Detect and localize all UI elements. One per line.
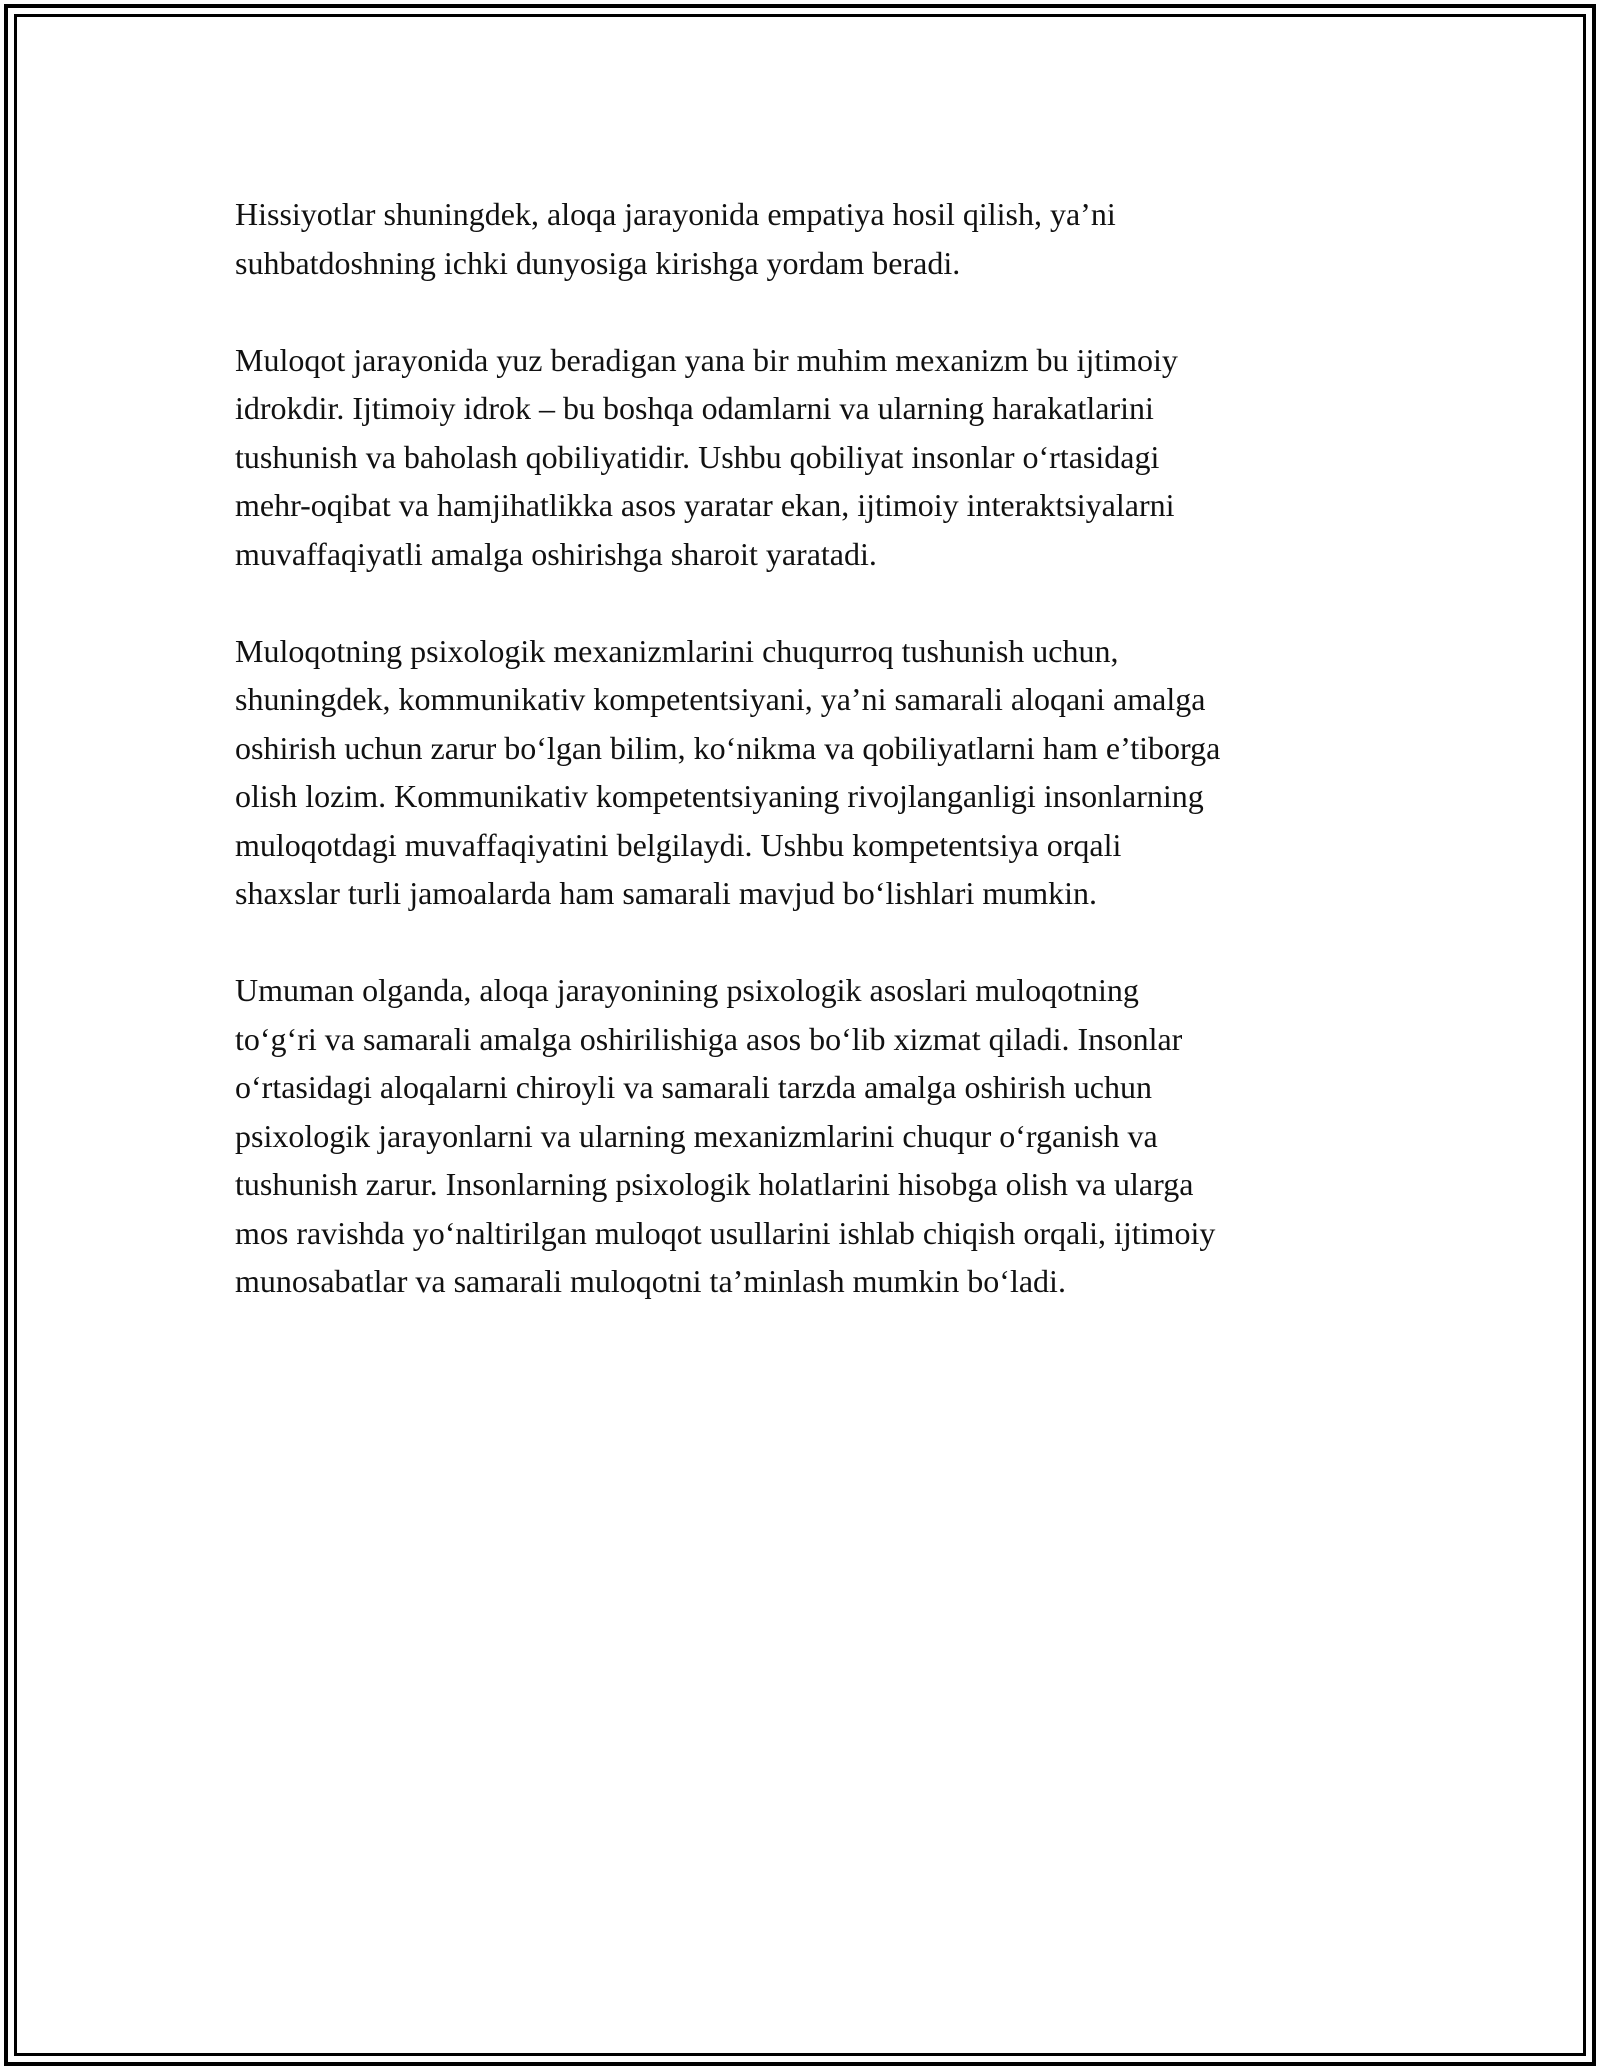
paragraph-empathy: Hissiyotlar shuningdek, aloqa jarayonida empatiya hosil qilish, ya’ni suhbatdoshning ichki dunyosiga kirishga yordam beradi. bbox=[235, 196, 1116, 281]
paragraph-communicative-competence: Muloqotning psixologik mexanizmlarini chuqurroq tushunish uchun, shuningdek, kommunikativ kompetentsiyani, ya’ni samarali aloqani amalga oshirish uchun zarur bo‘lgan bilim, ko‘nikma va qobiliyatlarni ham e’tiborga olish lozim. Kommunikativ kompetentsiyaning rivojlanganligi insonlarning muloqotdagi muvaffaqiyatini belgilaydi. Ushbu kompetentsiya orqali shaxslar turli jamoalarda ham samarali mavjud bo‘lishlari mumkin. bbox=[235, 632, 1221, 911]
document-body bbox=[235, 190, 1375, 1354]
paragraph-social-perception: Muloqot jarayonida yuz beradigan yana bir muhim mexanizm bu ijtimoiy idrokdir. Ijtimoiy idrok – bu boshqa odamlarni va ularning harakatlarini tushunish va baholash qobiliyatidir. Ushbu qobiliyat insonlar o‘rtasidagi mehr-oqibat va hamjihatlikka asos yaratar ekan, ijtimoiy interaktsiyalarni muvaffaqiyatli amalga oshirishga sharoit yaratadi. bbox=[235, 341, 1178, 572]
paragraph-conclusion: Umuman olganda, aloqa jarayonining psixologik asoslari muloqotning to‘g‘ri va samarali amalga oshirilishiga asos bo‘lib xizmat qiladi. Insonlar o‘rtasidagi aloqalarni chiroyli va samarali tarzda amalga oshirish uchun psixologik jarayonlarni va ularning mexanizmlarini chuqur o‘rganish va tushunish zarur. Insonlarning psixologik holatlarini hisobga olish va ularga mos ravishda yo‘naltirilgan muloqot usullarini ishlab chiqish orqali, ijtimoiy munosabatlar va samarali muloqotni ta’minlash mumkin bo‘ladi. bbox=[235, 972, 1216, 1299]
